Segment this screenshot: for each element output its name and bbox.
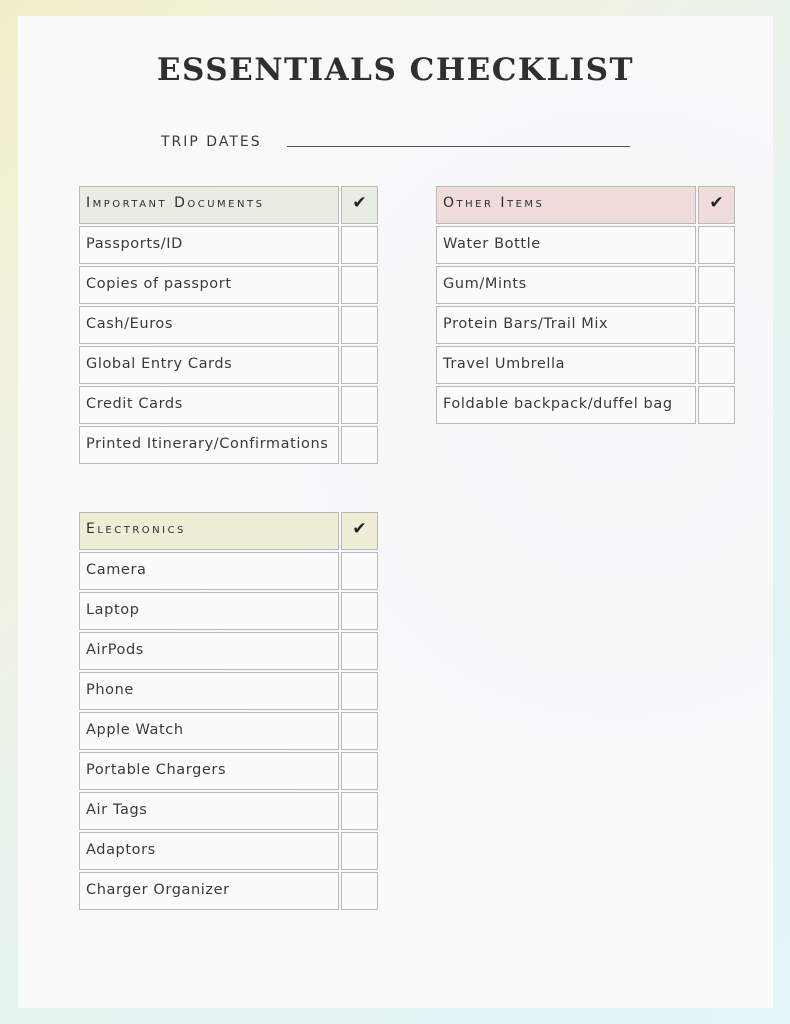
checkmark-icon: ✔ xyxy=(352,193,367,213)
item-cell xyxy=(436,346,696,384)
item-label: Printed Itinerary/Confirmations xyxy=(86,436,329,452)
item-checkbox[interactable] xyxy=(341,632,378,670)
item-label: Protein Bars/Trail Mix xyxy=(443,316,609,332)
item-cell xyxy=(79,226,339,264)
item-cell xyxy=(436,226,696,264)
item-checkbox[interactable] xyxy=(698,386,735,424)
checkmark-icon: ✔ xyxy=(709,193,724,213)
section-header xyxy=(436,186,696,224)
item-cell xyxy=(79,346,339,384)
item-checkbox[interactable] xyxy=(341,226,378,264)
item-cell xyxy=(79,872,339,910)
item-label: Copies of passport xyxy=(86,276,232,292)
item-cell xyxy=(79,792,339,830)
item-checkbox[interactable] xyxy=(698,306,735,344)
item-label: AirPods xyxy=(86,642,144,658)
checklist-page xyxy=(18,16,773,1008)
item-cell xyxy=(79,632,339,670)
item-cell xyxy=(79,266,339,304)
item-label: Apple Watch xyxy=(86,722,184,738)
item-checkbox[interactable] xyxy=(341,266,378,304)
item-label: Passports/ID xyxy=(86,236,183,252)
item-checkbox[interactable] xyxy=(341,872,378,910)
item-cell xyxy=(79,386,339,424)
item-cell xyxy=(79,712,339,750)
item-checkbox[interactable] xyxy=(341,832,378,870)
item-cell xyxy=(79,306,339,344)
item-checkbox[interactable] xyxy=(341,426,378,464)
section-header xyxy=(79,512,339,550)
checkmark-header-cell xyxy=(341,186,378,224)
checkmark-header-cell xyxy=(698,186,735,224)
item-label: Credit Cards xyxy=(86,396,183,412)
item-label: Global Entry Cards xyxy=(86,356,233,372)
item-checkbox[interactable] xyxy=(341,672,378,710)
item-checkbox[interactable] xyxy=(341,592,378,630)
section-header-label: Electronics xyxy=(86,521,186,537)
item-cell xyxy=(79,426,339,464)
item-cell xyxy=(436,306,696,344)
item-label: Portable Chargers xyxy=(86,762,227,778)
item-checkbox[interactable] xyxy=(341,752,378,790)
item-checkbox[interactable] xyxy=(341,386,378,424)
item-label: Travel Umbrella xyxy=(443,356,566,372)
trip-dates-input-line[interactable] xyxy=(287,146,630,147)
page-title: ESSENTIALS CHECKLIST xyxy=(156,52,635,88)
item-cell xyxy=(79,592,339,630)
trip-dates-label: TRIP DATES xyxy=(161,134,262,150)
item-label: Camera xyxy=(86,562,147,578)
item-checkbox[interactable] xyxy=(698,226,735,264)
item-label: Laptop xyxy=(86,602,140,618)
item-cell xyxy=(436,266,696,304)
item-cell xyxy=(79,552,339,590)
item-cell xyxy=(79,752,339,790)
item-checkbox[interactable] xyxy=(698,266,735,304)
item-label: Air Tags xyxy=(86,802,148,818)
item-cell xyxy=(79,672,339,710)
checkmark-icon: ✔ xyxy=(352,519,367,539)
item-label: Phone xyxy=(86,682,134,698)
item-label: Foldable backpack/duffel bag xyxy=(443,396,673,412)
item-checkbox[interactable] xyxy=(341,552,378,590)
item-checkbox[interactable] xyxy=(341,346,378,384)
checkmark-header-cell xyxy=(341,512,378,550)
item-label: Cash/Euros xyxy=(86,316,174,332)
item-label: Water Bottle xyxy=(443,236,541,252)
section-header-label: Important Documents xyxy=(86,195,265,211)
item-checkbox[interactable] xyxy=(341,712,378,750)
item-checkbox[interactable] xyxy=(698,346,735,384)
item-checkbox[interactable] xyxy=(341,306,378,344)
item-checkbox[interactable] xyxy=(341,792,378,830)
section-header-label: Other Items xyxy=(443,195,545,211)
item-label: Adaptors xyxy=(86,842,156,858)
item-cell xyxy=(436,386,696,424)
item-label: Gum/Mints xyxy=(443,276,527,292)
item-label: Charger Organizer xyxy=(86,882,230,898)
section-header xyxy=(79,186,339,224)
item-cell xyxy=(79,832,339,870)
